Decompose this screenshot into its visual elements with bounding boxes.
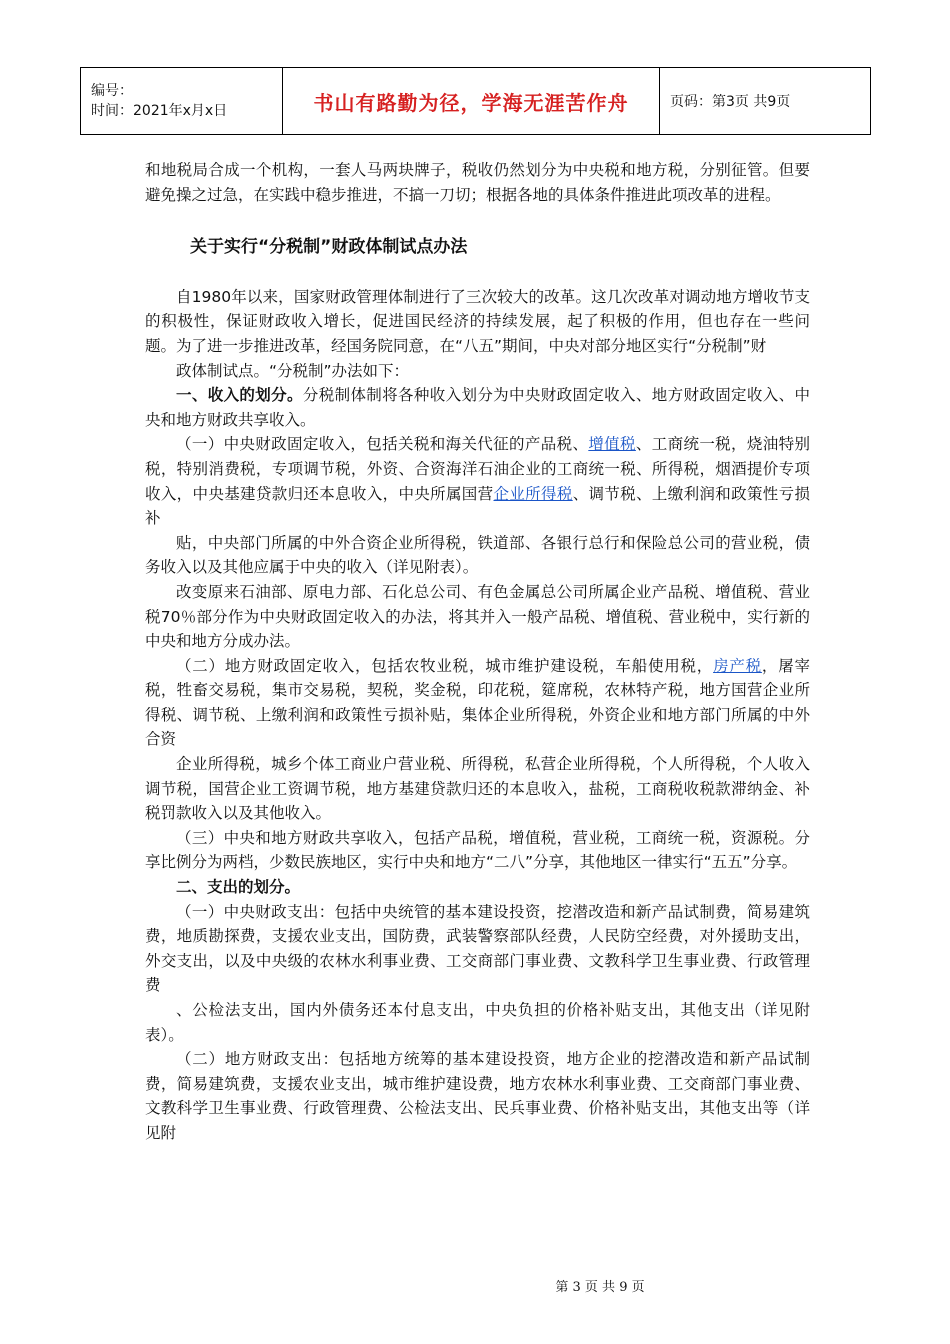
heading-income-division: 一、收入的划分。 — [176, 386, 303, 405]
section-title: 关于实行“分税制”财政体制试点办法 — [190, 237, 468, 258]
link-vat[interactable]: 增值税 — [588, 435, 636, 454]
paragraph: 政体制试点。“分税制”办法如下： — [176, 361, 410, 380]
paragraph: 贴，中央部门所属的中外合资企业所得税，铁道部、各银行总行和保险总公司的营业税，债务收入以及其他应属于中央的收入（详见附表）。 — [145, 533, 810, 577]
document-body — [145, 158, 810, 1146]
paragraph-local-expenditure: （二）地方财政支出：包括地方统筹的基本建设投资，地方企业的挖潜改造和新产品试制费，简易建筑费，支援农业支出，城市维护建设费，地方农林水利事业费、工交商部门事业费、文教科学卫生事业费、行政管理费、公检法支出、民兵事业费、价格补贴支出，其他支出等（详见附 — [145, 1050, 810, 1142]
header-meta — [81, 68, 283, 134]
paragraph: 企业所得税，城乡个体工商业户营业税、所得税，私营企业所得税，个人所得税，个人收入调节税，国营企业工资调节税，地方基建贷款归还的本息收入，盐税，工商税收税款滞纳金、补税罚款收入以及其他收入。 — [145, 755, 810, 823]
paragraph-local-income — [145, 654, 810, 752]
header-page-number: 页码：第3页 共9页 — [670, 94, 791, 110]
paragraph-text: 分税制体制将各种收入划分为中央财政固定收入、地方财政固定收入、中央和地方财政共享收入。 — [145, 386, 810, 429]
paragraph: 自1980年以来，国家财政管理体制进行了三次较大的改革。这几次改革对调动地方增收节支的积极性，保证财政收入增长，促进国民经济的持续发展，起了积极的作用，但也存在一些问题。为了进一步推进改革，经国务院同意，在“八五”期间，中央对部分地区实行“分税制”财 — [145, 287, 810, 355]
paragraph-central-income — [145, 432, 810, 530]
page-footer: 第 3 页 共 9 页 — [555, 1280, 645, 1295]
link-property-tax[interactable]: 房产税 — [713, 656, 762, 675]
paragraph-text: 、调节税、上缴利润和政策性亏损补 — [145, 484, 810, 528]
paragraph-text: 、工商统一税，烧油特别税，特别消费税，专项调节税，外资、合资海洋石油企业的工商统一税、所得税，烟酒提价专项收入，中央基建贷款归还本息收入，中央所属国营 — [145, 435, 810, 503]
page-header — [80, 67, 871, 135]
paragraph-text: （二）地方财政固定收入，包括农牧业税，城市维护建设税，车船使用税， — [176, 656, 714, 675]
paragraph-text: ，屠宰税，牲畜交易税，集市交易税，契税，奖金税，印花税，筵席税，农林特产税，地方国营企业所得税、调节税、上缴利润和政策性亏损补贴，集体企业所得税，外资企业和地方部门所属的中外合资 — [145, 656, 810, 749]
document-number-label: 编号： — [91, 83, 133, 99]
paragraph-intro: 和地税局合成一个机构，一套人马两块牌子，税收仍然划分为中央税和地方税，分别征管。但要避免操之过急，在实践中稳步推进，不搞一刀切；根据各地的具体条件推进此项改革的进程。 — [145, 161, 810, 204]
paragraph-text: （一）中央财政固定收入，包括关税和海关代征的产品税、 — [176, 435, 589, 454]
paragraph-shared-income: （三）中央和地方财政共享收入，包括产品税，增值税，营业税，工商统一税，资源税。分享比例分为两档，少数民族地区，实行中央和地方“二八”分享，其他地区一律实行“五五”分享。 — [145, 828, 810, 872]
paragraph: 、公检法支出，国内外债务还本付息支出，中央负担的价格补贴支出，其他支出（详见附表）。 — [145, 1001, 810, 1044]
paragraph: 改变原来石油部、原电力部、石化总公司、有色金属总公司所属企业产品税、增值税、营业税70％部分作为中央财政固定收入的办法，将其并入一般产品税、增值税、营业税中，实行新的中央和地方分成办法。 — [145, 582, 810, 651]
paragraph-central-expenditure: （一）中央财政支出：包括中央统管的基本建设投资，挖潜改造和新产品试制费，简易建筑费，地质勘探费，支援农业支出，国防费，武装警察部队经费，人民防空经费，对外援助支出，外交支出，以及中央级的农林水利事业费、工交商部门事业费、文教科学卫生事业费、行政管理费 — [145, 902, 810, 995]
paragraph-income-division — [145, 383, 810, 432]
document-date-label: 时间：2021年x月x日 — [91, 103, 228, 119]
heading-expenditure-division: 二、支出的划分。 — [176, 878, 301, 897]
link-corporate-income-tax[interactable]: 企业所得税 — [493, 484, 573, 503]
header-motto: 书山有路勤为径，学海无涯苦作舟 — [283, 68, 660, 134]
